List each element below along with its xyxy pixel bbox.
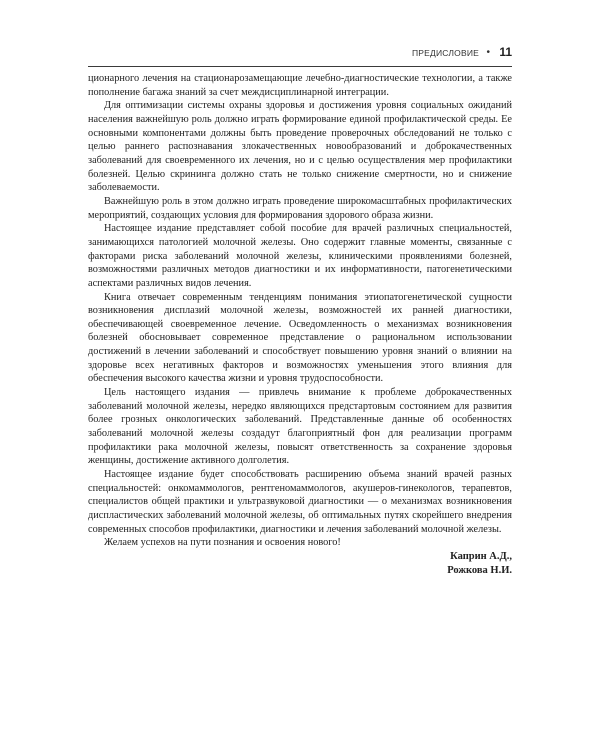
paragraph-prevention-environment: Для оптимизации системы охраны здоровья и достижения уровня социальных ожиданий населения важнейшую роль должно играть формирование единой профилактической среды. Ее основными компонентами должны быть проведение проверочных обследований не только с целью раннего распознавания злокачественных новообразований и доброкачественных заболеваний для своевременного их лечения, но и с целью осуществления мер профилактики болезней. Целью скрининга должно стать не только снижение смертности, но и снижение заболеваемости. [88, 100, 512, 194]
paragraph-preventive-measures: Важнейшую роль в этом должно играть проведение широкомасштабных профилактических мероприятий, создающих условия для формирования здорового образа жизни. [88, 195, 512, 221]
paragraph-knowledge-expansion: Настоящее издание будет способствовать расширению объема знаний врачей разных специальностей: онкомаммологов, рентгеномаммологов, акушеров-гинекологов, терапевтов, специалистов общей практики и ультразвуковой диагностики — о механизмах возникновения диспластических заболеваний молочной железы, об оптимальных путях скорейшего внедрения современных способов профилактики, диагностики и лечения заболеваний молочной железы. [88, 469, 512, 535]
author-signature-kaprin: Каприн А.Д., [450, 550, 512, 562]
bullet-separator: • [486, 47, 490, 58]
paragraph-edition-purpose: Настоящее издание представляет собой пособие для врачей различных специальностей, занимающихся патологией молочной железы. Оно содержит главные моменты, связанные с факторами риска заболеваний молочной железы, клиническими проявлениями болезней, возможностями различных методов диагностики и их информативности, патогенетическими аспектами различных видов лечения. [88, 223, 512, 289]
author-signature-rozhkova: Рожкова Н.И. [447, 564, 512, 576]
section-title: ПРЕДИСЛОВИЕ [411, 48, 479, 58]
paragraph-continuation: ционарного лечения на стационарозамещающие лечебно-диагностические технологии, а также пополнение багажа знаний за счет междисциплинарной интеграции. [88, 73, 512, 98]
paragraph-modern-trends: Книга отвечает современным тенденциям понимания этиопатогенетической сущности возникновения дисплазий молочной железы, возможностей их ранней диагностики, обеспечивающей своевременное лечение. Осведомленность о механизмах возникновения болезней обосновывает современное представление о рациональном использовании достижений в лечении заболеваний и способствует повышению уровня знаний о влиянии на здоровье всех негативных факторов и возможностях уменьшения этого влияния для обеспечения высокого качества жизни и уровня трудоспособности. [88, 291, 512, 385]
preface-body [88, 72, 512, 577]
paragraph-wishes: Желаем успехов на пути познания и освоения нового! [104, 537, 341, 549]
page-number: 11 [499, 45, 512, 59]
paragraph-goal: Цель настоящего издания — привлечь внимание к проблеме доброкачественных заболеваний молочной железы, нередко являющихся предстартовым состоянием для развития более грозных онкологических заболеваний. Представленные данные об особенностях заболеваний молочной железы создадут благоприятный фон для реализации программ профилактики рака молочной железы, повысят ответственность за сохранение здоровья женщины, достижение активного долголетия. [88, 387, 512, 467]
running-header [88, 44, 512, 67]
